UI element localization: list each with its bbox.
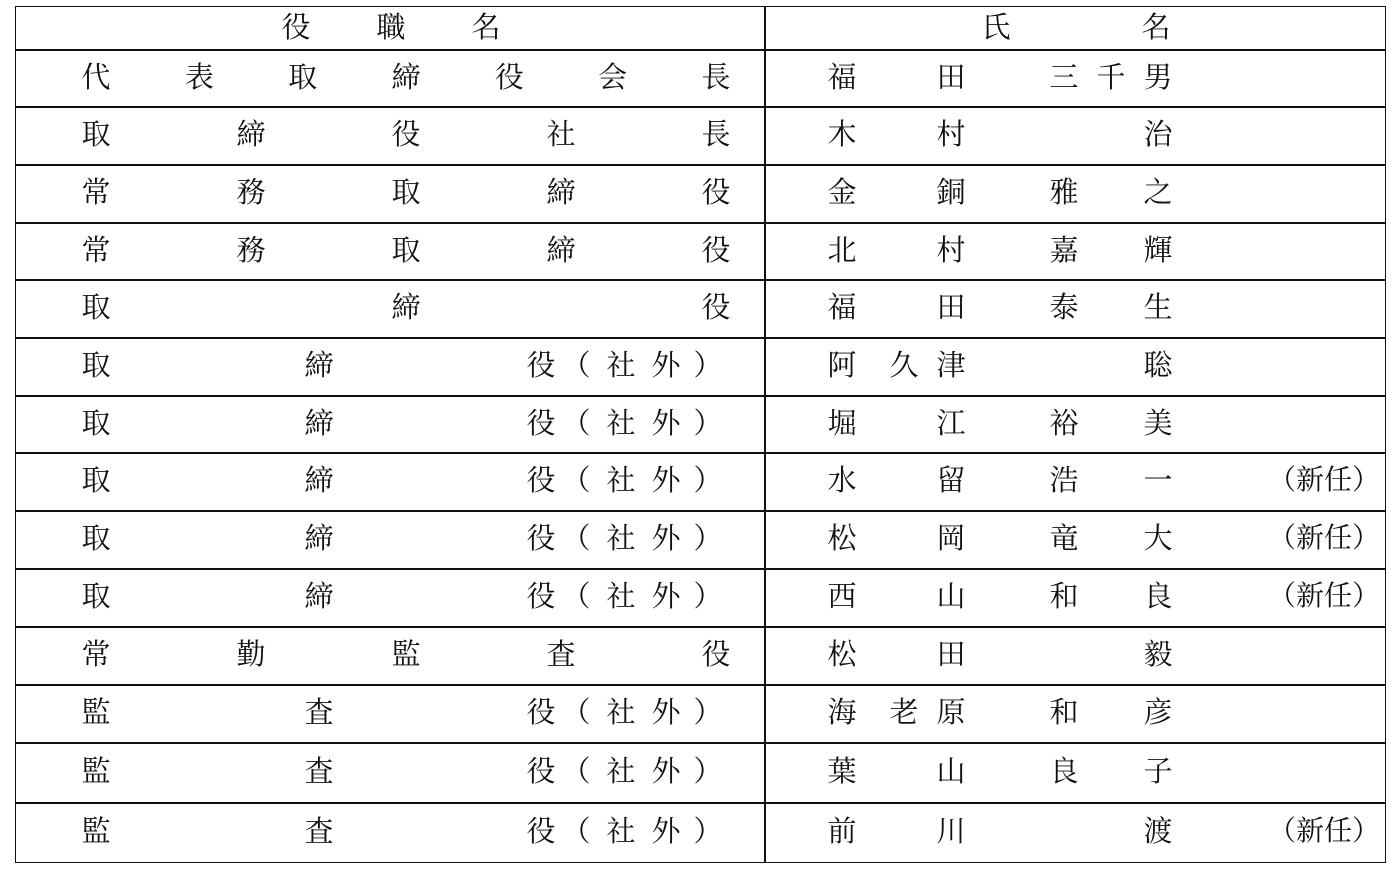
new-appointment-note: （新任）: [1268, 463, 1381, 496]
row-separator: [16, 222, 1385, 224]
row-separator: [16, 626, 1385, 628]
row-separator: [16, 279, 1385, 281]
row-separator: [16, 337, 1385, 339]
row-separator: [16, 395, 1385, 397]
row-separator: [16, 452, 1385, 454]
row-separator: [16, 568, 1385, 570]
row-separator: [16, 49, 1385, 51]
row-separator: [16, 510, 1385, 512]
row-separator: [16, 742, 1385, 744]
row-separator: [16, 802, 1385, 804]
officers-table: 役 職 名 氏 名 代 表 取 締 役 会 長 福 田 三 千 男 取 締 役 社 長 木 村 治 常 務 取 締 役 金 銅 雅 之 常 務 取 締 役 北 村 嘉 輝 取 締 役 福 田 泰 生 取 締 役 （ 社 外 ） 阿 久 津 聡 取 締 役 （ 社 外 ） 堀 江 裕 美 取 締 役 （ 社 外 ） 水 留 浩 一 （新任） 取 締 役 （ 社 外 ） 松 岡 竜 大 （新任） 取 締 役 （ 社 外 ） 西 山 和 良 （新任） 常 勤 監 査 役 松 田 毅 監 査 役 （ 社 外 ） 海 老 原 和 彦 監 査 役 （ 社 外 ） 葉 山 良 子 監 査 役 （ 社 外 ） 前 川 渡 （新任）: [15, 6, 1386, 863]
new-appointment-note: （新任）: [1268, 814, 1381, 848]
row-separator: [16, 106, 1385, 108]
row-separator: [16, 684, 1385, 686]
new-appointment-note: （新任）: [1268, 579, 1381, 612]
new-appointment-note: （新任）: [1268, 521, 1381, 554]
column-divider: [764, 7, 766, 862]
row-separator: [16, 164, 1385, 166]
